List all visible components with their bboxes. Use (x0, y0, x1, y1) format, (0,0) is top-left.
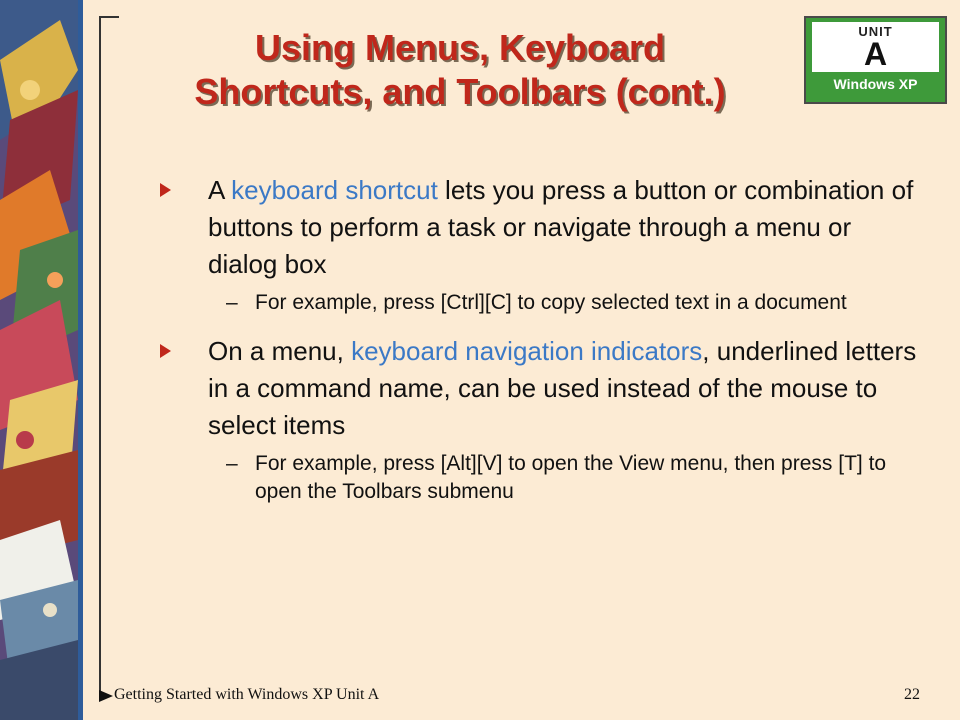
bullet-arrow-icon (160, 344, 171, 358)
badge-unit-label: UNIT (858, 24, 893, 39)
sub-bullet-ctrl-c (160, 289, 920, 317)
title-line-1: Using Menus, Keyboard (254, 27, 666, 68)
badge-top (812, 22, 939, 72)
dash-marker: – (226, 291, 238, 314)
bullet-text-pre: A (208, 175, 232, 205)
footer-caption: Getting Started with Windows XP Unit A (114, 686, 380, 703)
bullet-text-pre: On a menu, (208, 336, 352, 366)
badge-unit-letter: A (863, 36, 888, 72)
decorative-painting (0, 0, 78, 720)
unit-badge (804, 16, 947, 104)
term-keyboard-navigation-indicators: keyboard navigation indicators (351, 336, 703, 366)
sub-bullet-alt-v (160, 450, 920, 506)
bullet-arrow-icon (160, 183, 171, 197)
slide-title (120, 26, 800, 114)
slide-content (160, 172, 920, 522)
title-line-2: Shortcuts, and Toolbars (cont.) (194, 71, 726, 112)
dash-marker: – (226, 452, 238, 475)
bullet-text-post: , underlined letters in a command name, can be used instead of the mouse to select items (208, 336, 917, 440)
sub-bullet-text: For example, press [Ctrl][C] to copy selected text in a document (255, 291, 847, 314)
sub-bullet-text: For example, press [Alt][V] to open the View menu, then press [T] to open the Toolbars submenu (255, 452, 887, 503)
bullet-text-post: lets you press a button or combination of buttons to perform a task or navigate through a menu or dialog box (208, 175, 914, 279)
page-number: 22 (904, 686, 920, 703)
term-keyboard-shortcut: keyboard shortcut (231, 175, 438, 205)
frame-line-vertical (99, 16, 101, 700)
footer-arrow-icon (99, 690, 113, 702)
accent-rule (78, 0, 83, 720)
bullet-navigation-indicators (160, 333, 920, 444)
bullet-keyboard-shortcut (160, 172, 920, 283)
frame-line-horizontal (99, 16, 119, 18)
badge-product-label: Windows XP (833, 76, 918, 92)
